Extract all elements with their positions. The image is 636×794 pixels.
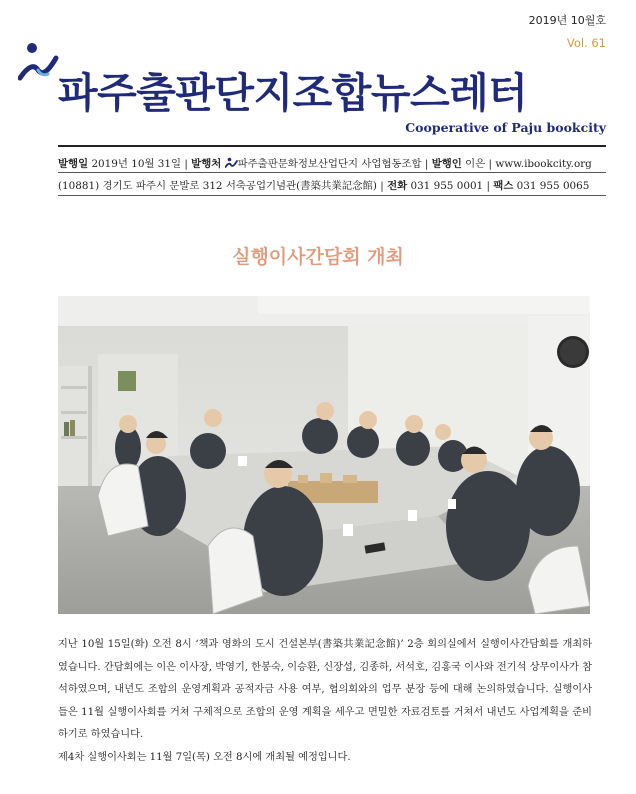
header-rule [58, 145, 606, 147]
newsletter-title: 파주출판단지조합뉴스레터 [58, 69, 528, 117]
issue-date: 2019년 10월호 [528, 14, 606, 27]
phone-number: 031 955 0001 [410, 180, 484, 192]
info-divider [58, 172, 606, 173]
fax-number: 031 955 0065 [516, 180, 590, 192]
info-bottom-rule [58, 195, 606, 196]
contact-info-line: (10881) 경기도 파주시 문발로 312 서축공업기념관(書築共業記念館) | 전화 031 955 0001 | 팩스 031 955 0065 [58, 180, 590, 192]
address: (10881) 경기도 파주시 문발로 312 서축공업기념관(書築共業記念館) [58, 180, 377, 192]
volume-number: Vol. 61 [566, 36, 606, 50]
cooperative-mini-logo-icon [225, 157, 238, 169]
article-paragraph-1: 지난 10월 15일(화) 오전 8시 ‘책과 영화의 도시 건설본부(書築共業記念館)’ 2층 회의실에서 실행이사간담회를 개최하였습니다. 간담회에는 이은 이사장, 박영기, 한봉숙, 이승환, 신장섭, 김종하, 서석호, 김홍국 이사와 전기석 상무이사가 참석하였으며, 내년도 조합의 운영계획과 공적자금 사용 여부, 협의회와의 업무 분장 등에 대해 논의하였습니다. 실행이사들은 11월 실행이사회를 거쳐 구체적으로 조합의 운영 계획을 세우고 면밀한 자료검토를 거쳐서 내년도 사업계획을 준비하기로 하였습니다. [58, 639, 592, 740]
article-paragraph-2: 제4차 실행이사회는 11월 7일(목) 오전 8시에 개최될 예정입니다. [58, 751, 351, 763]
article-body [58, 634, 592, 769]
article-headline: 실행이사간담회 개최 [232, 246, 404, 268]
publisher-name: 파주출판문화정보산업단지 사업협동조합 [237, 158, 422, 170]
pub-date-label: 발행일 [58, 158, 89, 170]
phone-label: 전화 [387, 180, 408, 192]
website-link[interactable]: www.ibookcity.org [495, 158, 592, 170]
newsletter-subtitle: Cooperative of Paju bookcity [405, 120, 606, 135]
publisher-label: 발행처 [191, 158, 222, 170]
pub-date: 2019년 10월 31일 [91, 158, 182, 170]
fax-label: 팩스 [493, 180, 514, 192]
publication-info-line: 발행일 2019년 10월 31일 | 발행처 파주출판문화정보산업단지 사업협동조합 | 발행인 이은 | www.ibookcity.org [58, 158, 592, 170]
meeting-photo [58, 296, 590, 614]
issuer-name: 이은 [465, 158, 486, 170]
cooperative-logo-icon [18, 38, 60, 88]
issuer-label: 발행인 [431, 158, 462, 170]
